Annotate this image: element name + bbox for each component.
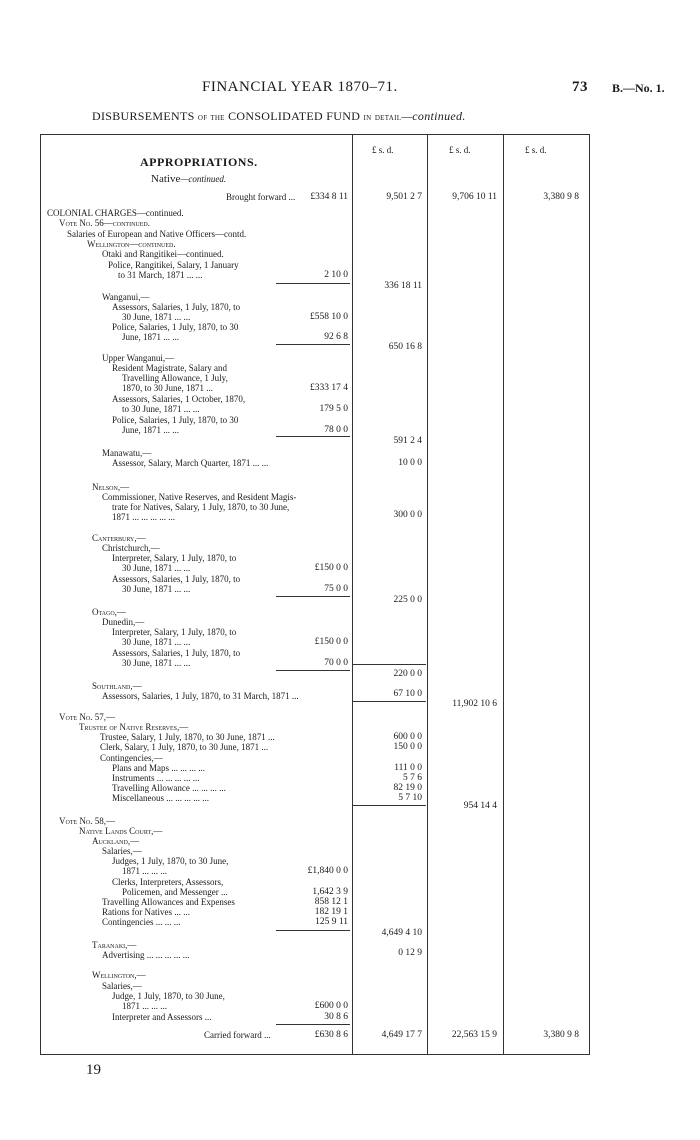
- travelling-amount: 82 19 0: [393, 783, 422, 793]
- auckland-amount2: 1,642 3 9: [312, 887, 348, 897]
- wellington2-salaries: Salaries,—: [102, 981, 142, 991]
- travelling-allowance: Travelling Allowance ... ... ... ...: [112, 783, 226, 793]
- miscellaneous-amount: 5 7 10: [398, 793, 422, 803]
- southland-amount: 67 10 0: [393, 689, 422, 699]
- wellington-heading: Wellington—continued.: [87, 239, 176, 249]
- wanganui-amount2: 92 6 8: [324, 332, 348, 342]
- wanganui-line4: June, 1871 ... ...: [122, 332, 179, 342]
- wanganui-heading: Wanganui,—: [102, 292, 150, 302]
- trustee-line1: Trustee, Salary, 1 July, 1870, to 30 June, 1871 ...: [100, 732, 275, 742]
- wanganui-line3: Police, Salaries, 1 July, 1870, to 30: [112, 322, 239, 332]
- nelson-line1: Commissioner, Native Reserves, and Resident Magis-: [102, 492, 297, 502]
- subtitle: [92, 109, 466, 124]
- subtitle-fund: CONSOLIDATED FUND: [228, 109, 361, 123]
- upper-amount2: 179 5 0: [319, 404, 348, 414]
- upper-line1: Resident Magistrate, Salary and: [112, 363, 227, 373]
- nelson-line2: trate for Natives, Salary, 1 July, 1870, to 30 June,: [112, 502, 290, 512]
- manawatu-amount: 10 0 0: [398, 458, 422, 468]
- auckland-amount1: £1,840 0 0: [307, 866, 348, 876]
- upper-line7: June, 1871 ... ...: [122, 425, 179, 435]
- wellington2-heading: Wellington,—: [92, 970, 146, 980]
- miscellaneous: Miscellaneous ... ... ... ... ...: [112, 793, 209, 803]
- dunedin-amount2: 70 0 0: [324, 658, 348, 668]
- table-right-border: [589, 134, 590, 1055]
- auckland-line6: Rations for Natives ... ...: [102, 907, 190, 917]
- rule: [276, 596, 350, 597]
- nelson-amount: 300 0 0: [393, 510, 422, 520]
- brought-forward-col3: 3,380 9 8: [543, 192, 579, 202]
- carried-forward-col1: 4,649 17 7: [381, 1030, 422, 1040]
- vote57-total: 954 14 4: [463, 801, 497, 811]
- rule: [276, 1024, 350, 1025]
- upper-line2: Travelling Allowance, 1 July,: [122, 373, 228, 383]
- vote-57: Vote No. 57,—: [59, 712, 115, 722]
- christchurch-heading: Christchurch,—: [102, 543, 160, 553]
- instruments: Instruments ... ... ... ... ...: [112, 773, 200, 783]
- col1-divider: [352, 134, 353, 1054]
- otago-heading: Otago,—: [92, 607, 126, 617]
- dunedin-line4: 30 June, 1871 ... ...: [122, 658, 191, 668]
- otaki-total: 336 18 11: [384, 281, 422, 291]
- upper-line4: Assessors, Salaries, 1 October, 1870,: [112, 394, 246, 404]
- wellington2-line2: 1871 ... ... ...: [122, 1001, 167, 1011]
- manawatu-line1: Assessor, Salary, March Quarter, 1871 ... ...: [112, 458, 269, 468]
- christchurch-amount1: £150 0 0: [314, 563, 348, 573]
- wanganui-line2: 30 June, 1871 ... ...: [122, 312, 191, 322]
- col2-divider: [427, 134, 428, 1054]
- dunedin-heading: Dunedin,—: [102, 617, 145, 627]
- col3-header: £ s. d.: [525, 145, 547, 155]
- carried-forward-label: Carried forward ...: [204, 1030, 271, 1040]
- carried-forward-col3: 3,380 9 8: [543, 1030, 579, 1040]
- plans-maps-amount: 111 0 0: [394, 763, 422, 773]
- christchurch-line3: Assessors, Salaries, 1 July, 1870, to: [112, 574, 241, 584]
- upper-amount3: 78 0 0: [324, 425, 348, 435]
- dunedin-line3: Assessors, Salaries, 1 July, 1870, to: [112, 648, 241, 658]
- police-line2: to 31 March, 1871 ... ...: [118, 270, 203, 280]
- contingencies-heading: Contingencies,—: [100, 753, 163, 763]
- police-amount: 2 10 0: [324, 270, 348, 280]
- christchurch-line2: 30 June, 1871 ... ...: [122, 563, 191, 573]
- rule: [276, 930, 350, 931]
- southland-line1: Assessors, Salaries, 1 July, 1870, to 31 March, 1871 ...: [102, 691, 299, 701]
- auckland-salaries: Salaries,—: [102, 846, 142, 856]
- manawatu-heading: Manawatu,—: [102, 448, 152, 458]
- rule: [352, 664, 426, 665]
- trustee-heading: Trustee of Native Reserves,—: [79, 722, 189, 732]
- col3-divider: [503, 134, 504, 1054]
- canterbury-heading: Canterbury,—: [92, 533, 146, 543]
- native-continued: —continued.: [180, 174, 227, 184]
- page-title: FINANCIAL YEAR 1870–71.: [202, 79, 398, 95]
- dunedin-amount1: £150 0 0: [314, 637, 348, 647]
- auckland-line2: 1871 ... ... ...: [122, 866, 167, 876]
- auckland-heading: Auckland,—: [92, 836, 140, 846]
- table-bottom-border: [40, 1054, 590, 1055]
- wellington2-line1: Judge, 1 July, 1870, to 30 June,: [112, 991, 225, 1001]
- wellington2-line3: Interpreter and Assessors ...: [112, 1012, 212, 1022]
- document-ref: B.—No. 1.: [612, 81, 665, 95]
- auckland-line7: Contingencies ... ... ...: [102, 917, 181, 927]
- rule: [352, 701, 426, 702]
- table-left-border: [40, 134, 41, 1055]
- otaki-heading: Otaki and Rangitikei—continued.: [102, 249, 224, 259]
- christchurch-line1: Interpreter, Salary, 1 July, 1870, to: [112, 553, 237, 563]
- vote56-total: 11,902 10 6: [452, 699, 497, 709]
- brought-forward-inner: £334 8 11: [310, 192, 348, 202]
- upper-line5: to 30 June, 1871 ... ...: [122, 404, 200, 414]
- trustee-amount1: 600 0 0: [393, 732, 422, 742]
- brought-forward-label: Brought forward ...: [226, 192, 296, 202]
- taranaki-heading: Taranaki,—: [92, 940, 137, 950]
- subtitle-in: in: [363, 112, 372, 123]
- wellington2-amount1: £600 0 0: [314, 1001, 348, 1011]
- native-label: Native: [151, 173, 181, 185]
- auckland-amount5: 125 9 11: [315, 917, 348, 927]
- vote-58: Vote No. 58,—: [59, 816, 115, 826]
- auckland-line5: Travelling Allowances and Expenses: [102, 897, 235, 907]
- christchurch-total: 225 0 0: [393, 595, 422, 605]
- auckland-line1: Judges, 1 July, 1870, to 30 June,: [112, 856, 229, 866]
- native-lands-court: Native Lands Court,—: [79, 826, 163, 836]
- native-heading: [151, 173, 226, 185]
- appropriations-heading: APPROPRIATIONS.: [140, 155, 258, 169]
- col1-header: £ s. d.: [372, 145, 394, 155]
- nelson-heading: Nelson,—: [92, 482, 130, 492]
- auckland-amount4: 182 19 1: [314, 907, 348, 917]
- brought-forward-col2: 9,706 10 11: [452, 192, 497, 202]
- subtitle-of: of the: [197, 112, 225, 123]
- page-number: 73: [572, 79, 588, 95]
- rule: [276, 283, 350, 284]
- upper-wanganui-heading: Upper Wanganui,—: [102, 353, 175, 363]
- upper-amount1: £333 17 4: [310, 383, 348, 393]
- col2-header: £ s. d.: [449, 145, 471, 155]
- rule: [276, 436, 350, 437]
- salaries-56: Salaries of European and Native Officers—contd.: [67, 229, 247, 239]
- christchurch-amount2: 75 0 0: [324, 584, 348, 594]
- vote-56: Vote No. 56—continued.: [59, 218, 150, 228]
- subtitle-main: DISBURSEMENTS: [92, 109, 195, 123]
- upper-line6: Police, Salaries, 1 July, 1870, to 30: [112, 415, 239, 425]
- subtitle-continued: —continued.: [401, 109, 466, 123]
- rule: [352, 805, 426, 806]
- dunedin-total: 220 0 0: [393, 669, 422, 679]
- christchurch-line4: 30 June, 1871 ... ...: [122, 584, 191, 594]
- dunedin-line1: Interpreter, Salary, 1 July, 1870, to: [112, 627, 237, 637]
- taranaki-amount: 0 12 9: [398, 948, 422, 958]
- rule: [276, 344, 350, 345]
- trustee-line2: Clerk, Salary, 1 July, 1870, to 30 June, 1871 ...: [100, 742, 269, 752]
- colonial-charges: COLONIAL CHARGES—continued.: [47, 208, 184, 218]
- wanganui-line1: Assessors, Salaries, 1 July, 1870, to: [112, 302, 241, 312]
- carried-forward-inner: £630 8 6: [314, 1030, 348, 1040]
- auckland-line4: Policemen, and Messenger ...: [122, 887, 228, 897]
- subtitle-detail: detail: [374, 112, 402, 123]
- signature-number: 19: [86, 1062, 101, 1078]
- table-top-border: [40, 134, 590, 135]
- southland-heading: Southland,—: [92, 681, 142, 691]
- rule: [276, 670, 350, 671]
- plans-maps: Plans and Maps ... ... ... ...: [112, 763, 205, 773]
- nelson-line3: 1871 ... ... ... ... ...: [112, 512, 175, 522]
- upper-line3: 1870, to 30 June, 1871 ...: [122, 383, 213, 393]
- brought-forward-col1: 9,501 2 7: [386, 192, 422, 202]
- wanganui-total: 650 16 8: [388, 342, 422, 352]
- auckland-line3: Clerks, Interpreters, Assessors,: [112, 877, 224, 887]
- upper-total: 591 2 4: [393, 436, 422, 446]
- wellington2-amount2: 30 8 6: [324, 1012, 348, 1022]
- taranaki-line1: Advertising ... ... ... ... ...: [102, 950, 190, 960]
- wanganui-amount1: £558 10 0: [310, 312, 348, 322]
- trustee-amount2: 150 0 0: [393, 742, 422, 752]
- carried-forward-col2: 22,563 15 9: [451, 1030, 497, 1040]
- auckland-amount3: 858 12 1: [314, 897, 348, 907]
- auckland-total: 4,649 4 10: [381, 928, 422, 938]
- police-line1: Police, Rangitikei, Salary, 1 January: [108, 260, 239, 270]
- instruments-amount: 5 7 6: [403, 773, 422, 783]
- dunedin-line2: 30 June, 1871 ... ...: [122, 637, 191, 647]
